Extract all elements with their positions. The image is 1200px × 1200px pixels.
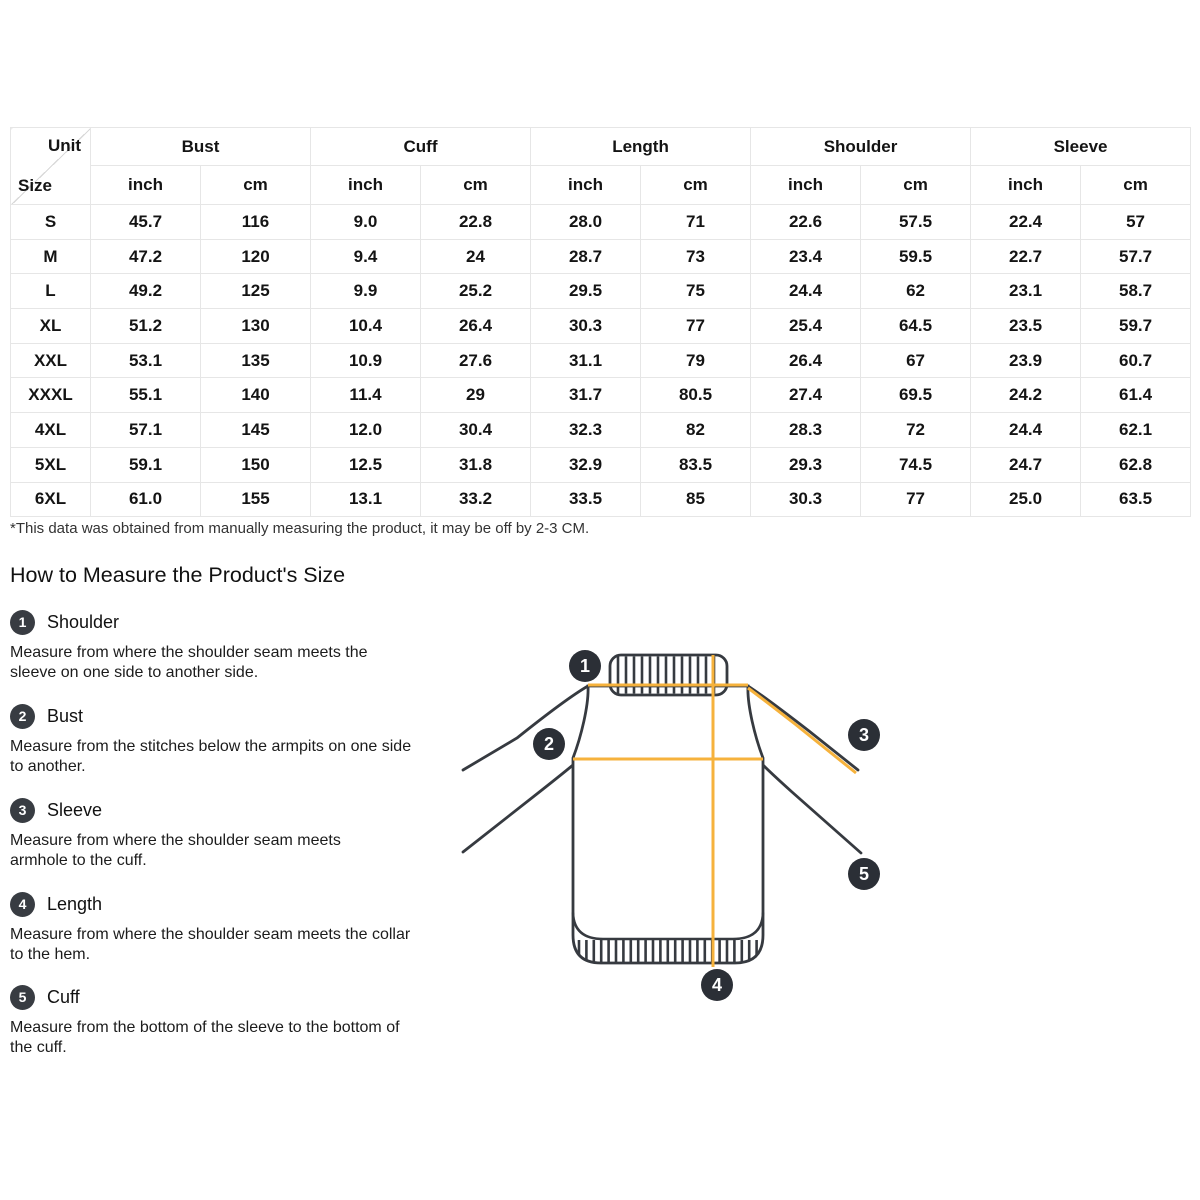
unit-header-cm: cm: [421, 166, 531, 205]
unit-header-cm: cm: [641, 166, 751, 205]
size-row-5xl: [11, 447, 1191, 482]
how-to-measure-title: How to Measure the Product's Size: [10, 563, 346, 587]
number-badge: 5: [10, 985, 35, 1010]
measurement-cell: 57: [1081, 205, 1191, 240]
measurement-cell: 73: [641, 239, 751, 274]
measurement-cell: 47.2: [91, 239, 201, 274]
measurement-cell: 22.7: [971, 239, 1081, 274]
group-header-cuff: Cuff: [311, 128, 531, 166]
unit-size-corner-cell: [11, 128, 91, 205]
measurement-cell: 74.5: [861, 447, 971, 482]
measurement-cell: 130: [201, 309, 311, 344]
group-header-sleeve: Sleeve: [971, 128, 1191, 166]
size-label: 5XL: [11, 447, 91, 482]
marker-1-shoulder: [569, 650, 601, 682]
size-row-4xl: [11, 413, 1191, 448]
number-badge: 1: [10, 610, 35, 635]
measurement-cell: 64.5: [861, 309, 971, 344]
measurement-cell: 27.4: [751, 378, 861, 413]
measurement-cell: 11.4: [311, 378, 421, 413]
measurement-cell: 29.3: [751, 447, 861, 482]
measurement-cell: 116: [201, 205, 311, 240]
section-description: Measure from the bottom of the sleeve to the bottom of the cuff.: [10, 1019, 400, 1056]
size-row-6xl: [11, 482, 1191, 517]
left-sleeve-top-line: [463, 686, 588, 770]
measurement-cell: 29.5: [531, 274, 641, 309]
measurement-cell: 23.5: [971, 309, 1081, 344]
measurement-cell: 12.5: [311, 447, 421, 482]
section-description: Measure from where the shoulder seam meets the sleeve on one side to another side.: [10, 644, 368, 681]
size-row-m: [11, 239, 1191, 274]
group-header-bust: Bust: [91, 128, 311, 166]
marker-3-sleeve: [848, 719, 880, 751]
unit-header-cm: cm: [201, 166, 311, 205]
section-header: [10, 891, 460, 917]
right-sleeve-bottom-line: [763, 765, 861, 853]
marker-2-bust: [533, 728, 565, 760]
measurement-disclaimer: *This data was obtained from manually measuring the product, it may be off by 2-3 CM.: [10, 520, 590, 537]
measurement-cell: 53.1: [91, 343, 201, 378]
measurement-cell: 22.6: [751, 205, 861, 240]
svg-text:2: 2: [543, 734, 555, 754]
measurement-cell: 77: [641, 309, 751, 344]
measurement-cell: 9.9: [311, 274, 421, 309]
left-sleeve-bottom-line: [463, 765, 573, 852]
measurement-cell: 25.0: [971, 482, 1081, 517]
unit-header-inch: inch: [311, 166, 421, 205]
measurement-cell: 135: [201, 343, 311, 378]
corner-unit-label: Unit: [47, 136, 81, 155]
section-title: Cuff: [47, 986, 80, 1007]
measurement-cell: 62.1: [1081, 413, 1191, 448]
measure-section-cuff: [10, 984, 460, 1058]
measurement-cell: 83.5: [641, 447, 751, 482]
sweater-diagram-svg: [457, 645, 870, 1010]
size-row-s: [11, 205, 1191, 240]
size-row-l: [11, 274, 1191, 309]
measurement-cell: 31.8: [421, 447, 531, 482]
measurement-cell: 10.4: [311, 309, 421, 344]
size-row-xl: [11, 309, 1191, 344]
size-label: 4XL: [11, 413, 91, 448]
section-description: Measure from where the shoulder seam meets armhole to the cuff.: [10, 832, 341, 869]
unit-header-inch: inch: [751, 166, 861, 205]
measurement-cell: 69.5: [861, 378, 971, 413]
section-title: Bust: [47, 705, 84, 726]
measurement-cell: 27.6: [421, 343, 531, 378]
size-row-xxxl: [11, 378, 1191, 413]
measurement-cell: 13.1: [311, 482, 421, 517]
measurement-cell: 30.3: [751, 482, 861, 517]
measurement-cell: 77: [861, 482, 971, 517]
measurement-cell: 55.1: [91, 378, 201, 413]
measurement-cell: 22.4: [971, 205, 1081, 240]
measure-section-length: [10, 891, 460, 965]
size-label: 6XL: [11, 482, 91, 517]
measurement-cell: 28.7: [531, 239, 641, 274]
section-title: Sleeve: [47, 799, 103, 820]
measurement-cell: 51.2: [91, 309, 201, 344]
measurement-cell: 33.2: [421, 482, 531, 517]
measure-section-sleeve: [10, 797, 460, 871]
measurement-cell: 120: [201, 239, 311, 274]
measurement-cell: 9.0: [311, 205, 421, 240]
measurement-cell: 82: [641, 413, 751, 448]
body-outline: [573, 686, 763, 963]
measurement-cell: 12.0: [311, 413, 421, 448]
number-badge: 2: [10, 704, 35, 729]
measurement-cell: 25.4: [751, 309, 861, 344]
measurement-cell: 28.3: [751, 413, 861, 448]
measurement-cell: 57.5: [861, 205, 971, 240]
measurement-cell: 150: [201, 447, 311, 482]
measurement-cell: 29: [421, 378, 531, 413]
measurement-cell: 26.4: [421, 309, 531, 344]
measurement-cell: 24: [421, 239, 531, 274]
section-description: Measure from where the shoulder seam meets the collar to the hem.: [10, 926, 411, 963]
measurement-cell: 59.5: [861, 239, 971, 274]
measurement-cell: 72: [861, 413, 971, 448]
corner-size-label: Size: [18, 176, 53, 195]
size-label: XXXL: [11, 378, 91, 413]
number-badge: 3: [10, 798, 35, 823]
measurement-cell: 79: [641, 343, 751, 378]
section-header: [10, 984, 460, 1010]
measurement-cell: 23.9: [971, 343, 1081, 378]
marker-4-length: [701, 969, 733, 1001]
measurement-cell: 60.7: [1081, 343, 1191, 378]
number-badge: 4: [10, 892, 35, 917]
measurement-cell: 23.1: [971, 274, 1081, 309]
measurement-cell: 25.2: [421, 274, 531, 309]
section-header: [10, 797, 460, 823]
measurement-cell: 32.9: [531, 447, 641, 482]
measurement-cell: 57.7: [1081, 239, 1191, 274]
measurement-cell: 45.7: [91, 205, 201, 240]
measurement-cell: 31.1: [531, 343, 641, 378]
measurement-cell: 71: [641, 205, 751, 240]
section-header: [10, 609, 460, 635]
measurement-cell: 26.4: [751, 343, 861, 378]
size-label: L: [11, 274, 91, 309]
garment-measurement-diagram: [457, 645, 870, 1010]
measurement-cell: 9.4: [311, 239, 421, 274]
size-table-header: [11, 128, 1191, 205]
unit-header-inch: inch: [531, 166, 641, 205]
measurement-cell: 140: [201, 378, 311, 413]
measurement-cell: 59.7: [1081, 309, 1191, 344]
group-header-row: [11, 128, 1191, 166]
measurement-cell: 59.1: [91, 447, 201, 482]
measurement-cell: 49.2: [91, 274, 201, 309]
measure-section-shoulder: [10, 609, 460, 683]
section-header: [10, 703, 460, 729]
measurement-cell: 30.4: [421, 413, 531, 448]
measurement-cell: 85: [641, 482, 751, 517]
svg-text:4: 4: [711, 975, 723, 995]
section-title: Shoulder: [47, 611, 120, 632]
size-label: S: [11, 205, 91, 240]
unit-header-cm: cm: [861, 166, 971, 205]
size-label: XL: [11, 309, 91, 344]
section-title: Length: [47, 893, 103, 914]
size-table-body: [11, 205, 1191, 517]
svg-text:3: 3: [858, 725, 870, 745]
section-description: Measure from the stitches below the armpits on one side to another.: [10, 738, 412, 775]
measurement-cell: 33.5: [531, 482, 641, 517]
measurement-cell: 63.5: [1081, 482, 1191, 517]
measurement-cell: 30.3: [531, 309, 641, 344]
size-row-xxl: [11, 343, 1191, 378]
measurement-cell: 61.4: [1081, 378, 1191, 413]
unit-header-row: [11, 166, 1191, 205]
svg-text:5: 5: [858, 864, 870, 884]
measurement-cell: 61.0: [91, 482, 201, 517]
measurement-cell: 31.7: [531, 378, 641, 413]
measure-section-bust: [10, 703, 460, 777]
unit-header-inch: inch: [971, 166, 1081, 205]
measurement-cell: 125: [201, 274, 311, 309]
measurement-cell: 22.8: [421, 205, 531, 240]
size-label: M: [11, 239, 91, 274]
size-label: XXL: [11, 343, 91, 378]
measurement-cell: 32.3: [531, 413, 641, 448]
measurement-cell: 58.7: [1081, 274, 1191, 309]
group-header-length: Length: [531, 128, 751, 166]
measurement-cell: 67: [861, 343, 971, 378]
measurement-cell: 24.4: [971, 413, 1081, 448]
measurement-cell: 57.1: [91, 413, 201, 448]
measurement-cell: 24.2: [971, 378, 1081, 413]
measurement-cell: 28.0: [531, 205, 641, 240]
measurement-cell: 23.4: [751, 239, 861, 274]
unit-header-inch: inch: [91, 166, 201, 205]
unit-header-cm: cm: [1081, 166, 1191, 205]
svg-text:1: 1: [579, 656, 591, 676]
measurement-cell: 10.9: [311, 343, 421, 378]
group-header-shoulder: Shoulder: [751, 128, 971, 166]
measurement-cell: 80.5: [641, 378, 751, 413]
measurement-cell: 62.8: [1081, 447, 1191, 482]
measurement-cell: 75: [641, 274, 751, 309]
measurement-cell: 24.7: [971, 447, 1081, 482]
measurement-cell: 145: [201, 413, 311, 448]
marker-5-cuff: [848, 858, 880, 890]
measurement-cell: 24.4: [751, 274, 861, 309]
measurement-cell: 155: [201, 482, 311, 517]
size-table: [10, 127, 1191, 517]
measurement-cell: 62: [861, 274, 971, 309]
